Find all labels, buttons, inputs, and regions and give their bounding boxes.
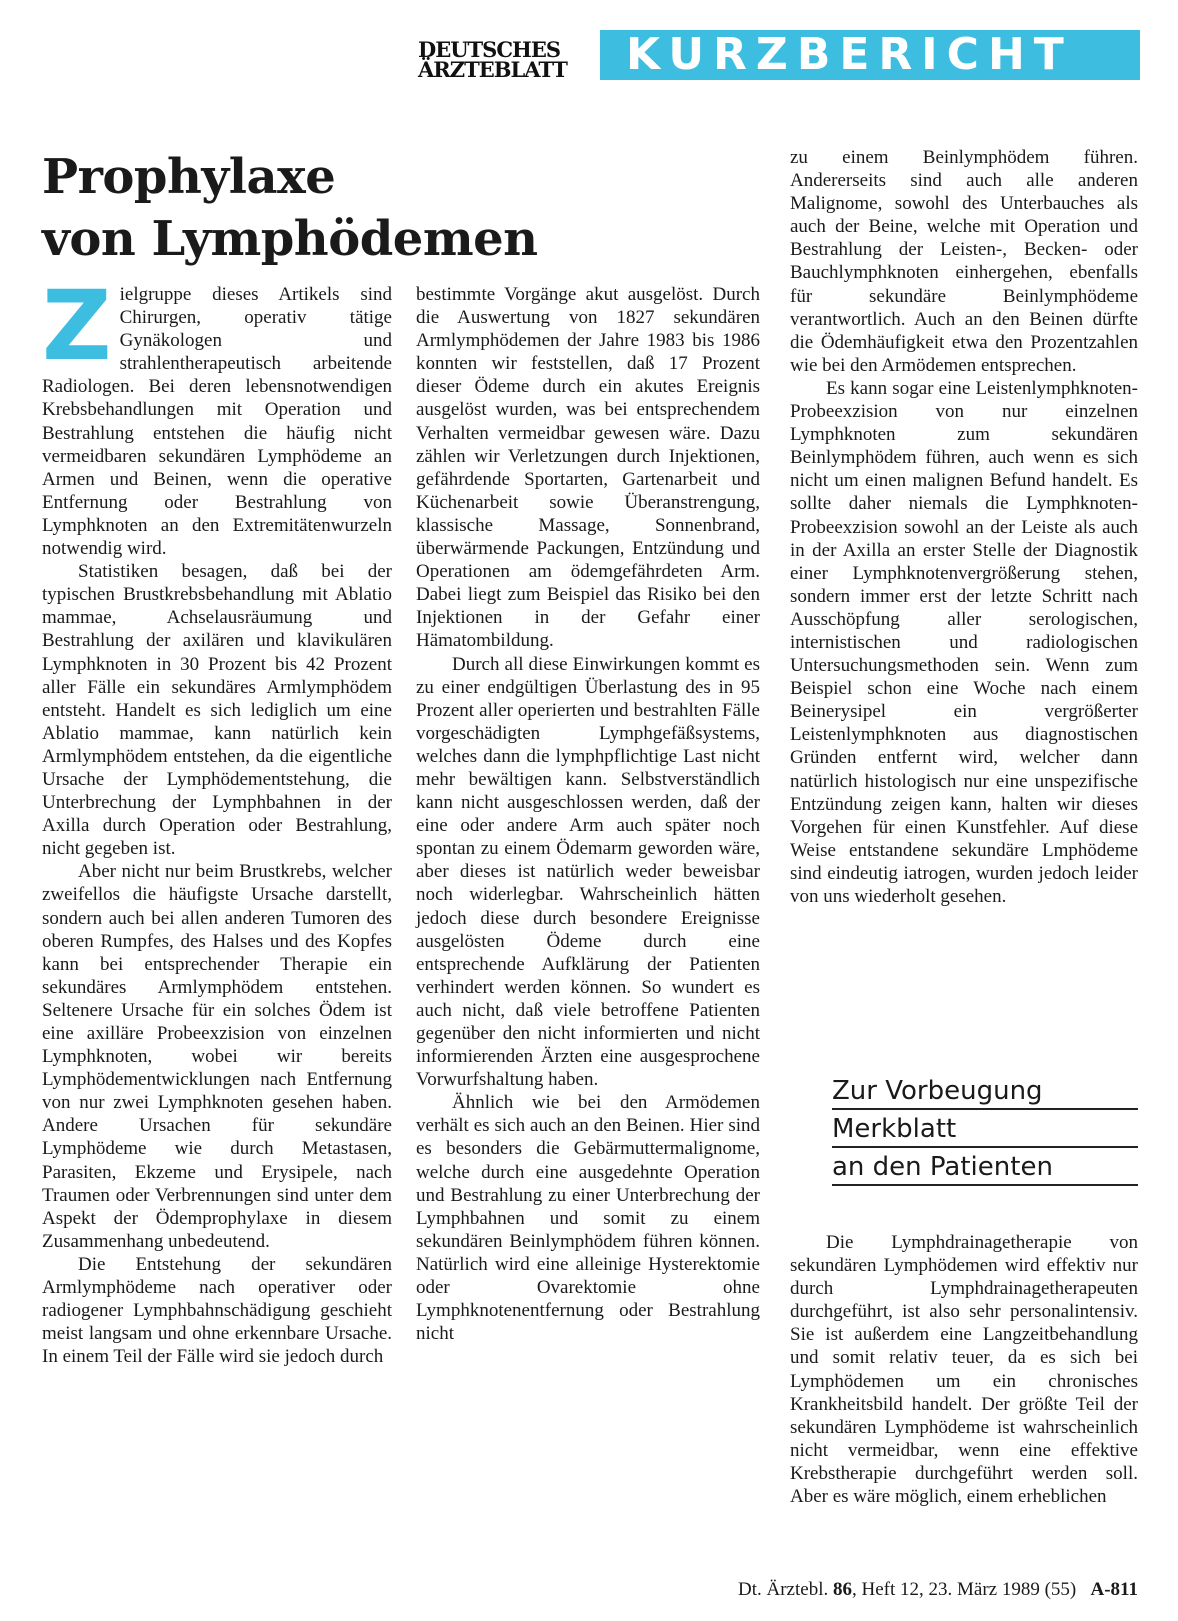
- title-line-1: Prophylaxe: [42, 149, 336, 205]
- article-title: [42, 146, 682, 270]
- section-banner: KURZBERICHT: [600, 30, 1140, 80]
- paragraph: Die Entstehung der sekundären Armlymphödeme nach operativer oder radiogener Lymphbahnschädigung geschieht meist langsam und ohne erkennbare Ursache. In einem Teil der Fälle wird sie jedoch durch: [42, 1253, 392, 1368]
- column-3: [790, 146, 1138, 908]
- page-number: A-811: [1090, 1579, 1138, 1600]
- paragraph: Aber nicht nur beim Brustkrebs, welcher zweifellos die häufigste Ursache darstellt, sondern auch bei allen anderen Tumoren des oberen Rumpfes, des Halses und des Kopfes kann bei entsprechender Therapie ein sekundäres Armlymphödem entstehen. Seltenere Ursache für ein solches Ödem ist eine axilläre Probeexzision von einzelnen Lymphknoten, wobei wir bereits Lymphödementwicklungen nach Entfernung von nur zwei Lymphknoten gesehen haben. Andere Ursachen für sekundäre Lymphödeme wie durch Metastasen, Parasiten, Ekzeme und Erysipele, nach Traumen oder Verbrennungen sind unter dem Aspekt der Ödemprophylaxe in diesem Zusammenhang unbedeutend.: [42, 861, 392, 1252]
- paragraph: [42, 270, 392, 560]
- column-2: [416, 283, 760, 1345]
- paragraph: zu einem Beinlymphödem führen. Andererseits sind auch alle anderen Malignome, sowohl des Unterbauches als auch der Beine, welche mit Operation und Bestrahlung der Leisten-, Becken- oder Bauchlymphknoten einhergehen, ebenfalls für sekundäre Beinlymphödeme verantwortlich. Auch an den Beinen dürfte die Ödemhäufigkeit etwa den Prozentzahlen wie bei den Armödemen entsprechen.: [790, 147, 1138, 376]
- box-heading-line-1: Zur Vorbeugung: [832, 1072, 1138, 1110]
- column-3-box-text: [790, 1231, 1138, 1508]
- paragraph: Die Lymphdrainagetherapie von sekundären Lymphödemen wird effektiv nur durch Lymphdrainagetherapeuten durchgeführt, ist also sehr personalintensiv. Sie ist außerdem eine Langzeitbehandlung und somit relativ teuer, da es sich bei Lymphödemen um ein chronisches Krankheitsbild handelt. Der größte Teil der sekundären Lymphödeme ist wahrscheinlich nicht vermeidbar, wenn eine effektive Krebstherapie durchgeführt werden soll. Aber es wäre möglich, einem erheblichen: [790, 1232, 1138, 1508]
- publication-logo: [418, 37, 588, 82]
- paragraph: Statistiken besagen, daß bei der typischen Brustkrebsbehandlung mit Ablatio mammae, Achselausräumung und Bestrahlung der axilären und klavikulären Lymphknoten in 30 Prozent bis 42 Prozent aller Fälle ein sekundäres Armlymphödem entsteht. Handelt es sich lediglich um eine Ablatio mammae, kann natürlich kein Armlymphödem entstehen, da die eigentliche Ursache der Lymphödementstehung, die Unterbrechung der Lymphbahnen in der Axilla durch Operation oder Bestrahlung, nicht gegeben ist.: [42, 561, 392, 860]
- paragraph: Durch all diese Einwirkungen kommt es zu einer endgültigen Überlastung des in 95 Prozent aller operierten und bestrahlten Fälle vorgeschädigten Lymphgefäßsystems, welches dann die lymphpflichtige Last nicht mehr bewältigen kann. Selbstverständlich kann nicht ausgeschlossen werden, daß der eine oder andere Arm auch später noch spontan zu einem Ödemarm geworden wäre, aber dieses ist natürlich weder beweisbar noch widerlegbar. Wahrscheinlich hätten jedoch diese durch besondere Ereignisse ausgelösten Ödeme durch eine entsprechende Aufklärung der Patienten verhindert werden können. So wundert es auch nicht, daß viele betroffene Patienten gegenüber den nicht informierten und nicht informierenden Ärzten eine ausgesprochene Vorwurfshaltung haben.: [416, 653, 760, 1091]
- box-heading-line-3: an den Patienten: [832, 1148, 1138, 1186]
- citation-rest: , Heft 12, 23. März 1989 (55): [851, 1579, 1077, 1600]
- publication-name-line2: ÄRZTEBLATT: [418, 57, 567, 82]
- sidebar-box-heading: [832, 1072, 1138, 1186]
- publication-name-line1: DEUTSCHES: [418, 37, 561, 62]
- paragraph: Es kann sogar eine Leistenlymphknoten-Probeexzision von nur einzelnen Lymphknoten zum sekundären Beinlymphödem führen, auch wenn es sich nicht um einen malignen Befund handelt. Es sollte daher niemals die Lymphknoten-Probeexzision sowohl an der Leiste als auch in der Axilla an erster Stelle der Diagnostik einer Lymphknotenvergrößerung stehen, sondern immer erst der letzte Schritt nach Ausschöpfung aller serologischen, internistischen und radiologischen Untersuchungsmethoden sein. Wenn zum Beispiel schon eine Woche nach einem Beinerysipel ein vergrößerter Leistenlymphknoten aus diagnostischen Gründen entfernt wird, welcher dann natürlich histologisch nur eine unspezifische Entzündung zeigen kann, halten wir dieses Vorgehen für einen Kunstfehler. Auf diese Weise entstandene sekundäre Lmphödeme sind eindeutig iatrogen, wurden jedoch leider von uns wiederholt gesehen.: [790, 377, 1138, 907]
- paragraph: bestimmte Vorgänge akut ausgelöst. Durch die Auswertung von 1827 sekundären Armlymphödemen der Jahre 1983 bis 1986 konnten wir feststellen, daß 17 Prozent dieser Ödeme durch ein akutes Ereignis ausgelöst wurden, was bei entsprechendem Verhalten vermeidbar gewesen wäre. Dazu zählen wir Verletzungen durch Injektionen, gefährdende Sportarten, Gartenarbeit und Küchenarbeit sowie Überanstrengung, klassische Massage, Sonnenbrand, überwärmende Packungen, Entzündung und Operationen am ödemgefährdeten Arm. Dabei liegt zum Beispiel das Risiko bei den Injektionen in der Gefahr einer Hämatombildung.: [416, 284, 760, 652]
- citation-volume: 86: [832, 1579, 852, 1600]
- title-line-2: von Lymphödemen: [42, 211, 538, 267]
- citation-prefix: Dt. Ärztebl.: [738, 1579, 829, 1600]
- paragraph-text: ielgruppe dieses Artikels sind Chirurgen, operativ tätige Gynäkologen und strahlentherapeutisch arbeitende Radiologen. Bei deren lebensnotwendigen Krebsbehandlungen mit Operation und Bestrahlung entstehen die häufig nicht vermeidbaren sekundären Lymphödeme an Armen und Beinen, wenn die operative Entfernung oder Bestrahlung von Lymphknoten an den Extremitätenwurzeln notwendig wird.: [42, 284, 392, 560]
- drop-cap: Z: [42, 270, 112, 382]
- column-1: [42, 270, 392, 1368]
- page-footer: [640, 1578, 1138, 1602]
- box-heading-line-2: Merkblatt: [832, 1110, 1138, 1148]
- paragraph: Ähnlich wie bei den Armödemen verhält es sich auch an den Beinen. Hier sind es besonders die Gebärmuttermalignome, welche durch eine ausgedehnte Operation und Bestrahlung zu einer Unterbrechung der Lymphbahnen und somit zu einem sekundären Beinlymphödem führen können. Natürlich wird eine alleinige Hysterektomie oder Ovarektomie ohne Lymphknotenentfernung oder Bestrahlung nicht: [416, 1092, 760, 1345]
